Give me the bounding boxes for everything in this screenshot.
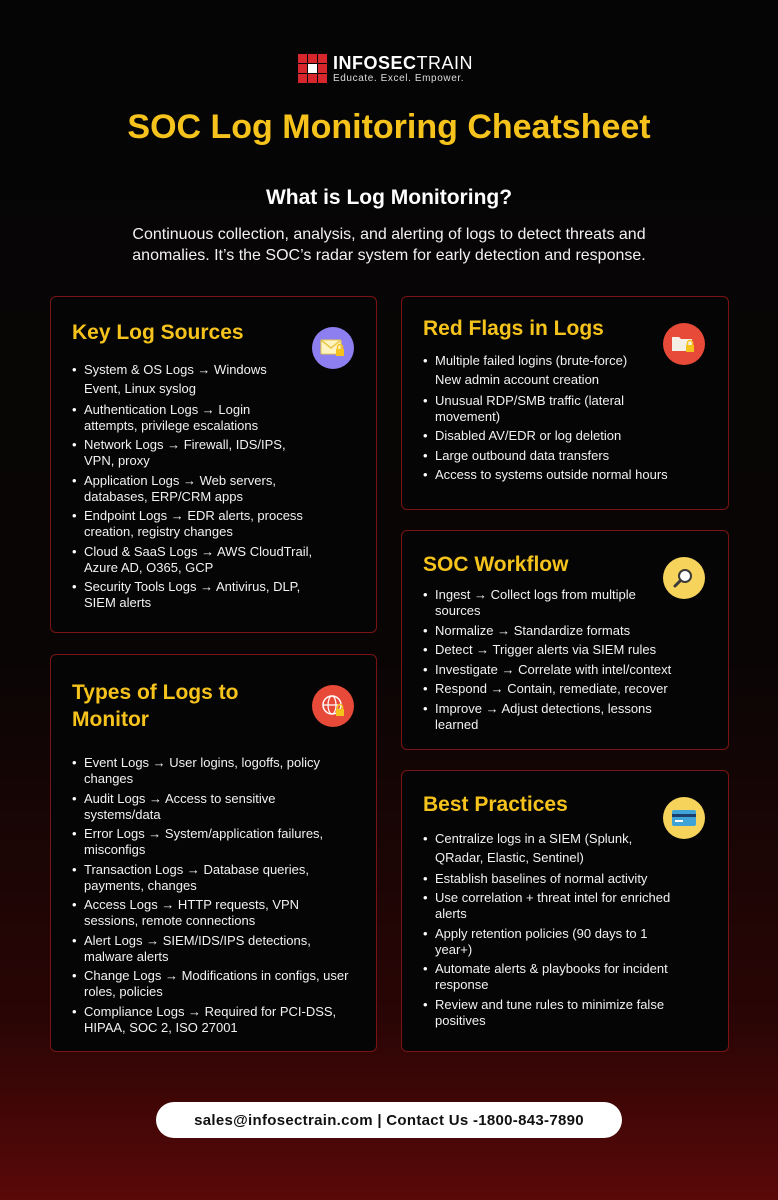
list-item: • Change Logs → Modifications in configs, user roles, policies	[72, 968, 349, 1000]
card-title: Best Practices	[423, 793, 568, 816]
envelope-lock-icon	[312, 327, 354, 369]
list-item: • Cloud & SaaS Logs → AWS CloudTrail, Azure AD, O365, GCP	[72, 544, 314, 576]
red-flags-list	[423, 351, 710, 483]
credit-card-icon	[663, 797, 705, 839]
folder-lock-icon	[663, 323, 705, 365]
list-item: • Respond → Contain, remediate, recover	[423, 681, 715, 697]
list-item: • Establish baselines of normal activity	[423, 871, 715, 887]
list-item: • Review and tune rules to minimize false positives	[423, 997, 705, 1029]
types-list	[72, 755, 356, 1036]
best-practices-list	[423, 829, 710, 1029]
list-item: • Centralize logs in a SIEM (Splunk, QRadar, Elastic, Sentinel)	[423, 829, 645, 867]
page-title: SOC Log Monitoring Cheatsheet	[127, 108, 651, 146]
intro-text: Continuous collection, analysis, and alerting of logs to detect threats and anomalies. It’s the SOC’s radar system for early detection and response.	[132, 226, 646, 264]
card-title: Red Flags in Logs	[423, 317, 604, 340]
list-item: • Application Logs → Web servers, databases, ERP/CRM apps	[72, 473, 304, 505]
list-item: • Alert Logs → SIEM/IDS/IPS detections, malware alerts	[72, 933, 339, 965]
list-item: • Improve → Adjust detections, lessons learned	[423, 701, 685, 733]
card-key-log-sources	[50, 296, 377, 633]
list-item: • Apply retention policies (90 days to 1 year+)	[423, 926, 680, 958]
globe-lock-icon	[312, 685, 354, 727]
card-title: Key Log Sources	[72, 321, 244, 344]
list-item: • Endpoint Logs → EDR alerts, process creation, registry changes	[72, 508, 324, 540]
key-sources-list	[72, 360, 356, 611]
list-item: • Access Logs → HTTP requests, VPN sessions, remote connections	[72, 897, 334, 929]
card-red-flags	[401, 296, 729, 510]
list-item: • Compliance Logs → Required for PCI-DSS, HIPAA, SOC 2, ISO 27001	[72, 1004, 359, 1036]
workflow-list	[423, 587, 710, 733]
list-item: • Use correlation + threat intel for enriched alerts	[423, 890, 705, 922]
list-item: • Security Tools Logs → Antivirus, DLP, SIEM alerts	[72, 579, 334, 611]
card-title: SOC Workflow	[423, 553, 569, 576]
list-item: • Network Logs → Firewall, IDS/IPS, VPN, proxy	[72, 437, 304, 469]
list-item: • Multiple failed logins (brute-force) New admin account creation	[423, 351, 655, 389]
list-item: • Automate alerts & playbooks for incident response	[423, 961, 705, 993]
list-item: • Error Logs → System/application failures, misconfigs	[72, 826, 349, 858]
list-item: • Audit Logs → Access to sensitive systems/data	[72, 791, 304, 823]
card-types-of-logs	[50, 654, 377, 1052]
list-item: • System & OS Logs → Windows Event, Linux syslog	[72, 360, 274, 398]
card-best-practices	[401, 770, 729, 1052]
list-item: • Event Logs → User logins, logoffs, policy changes	[72, 755, 344, 787]
brand-name: INFOSECTRAIN	[333, 52, 474, 73]
list-item: • Transaction Logs → Database queries, payments, changes	[72, 862, 334, 894]
section-heading-what: What is Log Monitoring?	[265, 186, 513, 209]
list-item: • Ingest → Collect logs from multiple sources	[423, 587, 665, 619]
list-item: • Detect → Trigger alerts via SIEM rules	[423, 642, 715, 658]
list-item: • Normalize → Standardize formats	[423, 623, 715, 639]
card-soc-workflow	[401, 530, 729, 750]
magnifier-icon	[663, 557, 705, 599]
logo-grid-icon	[298, 54, 328, 84]
list-item: • Investigate → Correlate with intel/context	[423, 662, 715, 678]
list-item: • Unusual RDP/SMB traffic (lateral movement)	[423, 393, 665, 425]
card-title: Types of Logs to Monitor	[72, 681, 239, 731]
list-item: • Authentication Logs → Login attempts, privilege escalations	[72, 402, 284, 434]
list-item: • Access to systems outside normal hours	[423, 467, 715, 483]
contact-bar[interactable]: sales@infosectrain.com | Contact Us -1800-843-7890	[156, 1102, 622, 1138]
list-item: • Disabled AV/EDR or log deletion	[423, 428, 695, 444]
list-item: • Large outbound data transfers	[423, 448, 715, 464]
brand-logo	[298, 52, 473, 86]
brand-tagline: Educate. Excel. Empower.	[333, 72, 465, 84]
